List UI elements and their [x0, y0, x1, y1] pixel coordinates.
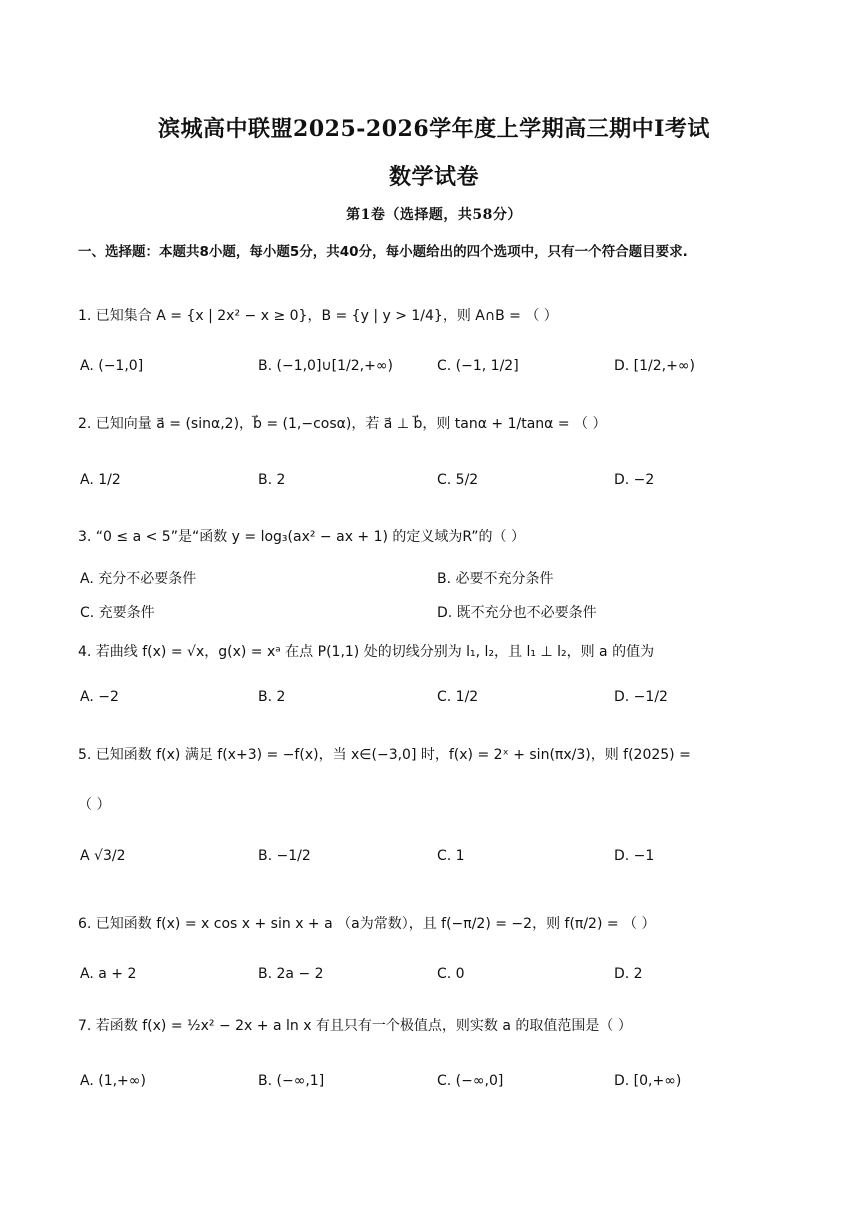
question-5-option-b: B. −1/2: [258, 848, 311, 864]
question-1-option-c: C. (−1, 1/2]: [437, 358, 519, 374]
question-7-option-b: B. (−∞,1]: [258, 1073, 325, 1089]
question-6-option-c: C. 0: [437, 966, 465, 982]
question-4-stem: 4. 若曲线 f(x) = √x，g(x) = xᵃ 在点 P(1,1) 处的切线分别为 l₁, l₂，且 l₁ ⊥ l₂，则 a 的值为: [78, 644, 655, 660]
question-6-stem: 6. 已知函数 f(x) = x cos x + sin x + a （a为常数），且 f(−π/2) = −2，则 f(π/2) = （ ）: [78, 916, 656, 932]
question-5-option-a: A √3/2: [80, 848, 126, 864]
part-heading: 第1卷（选择题，共58分）: [346, 207, 522, 223]
question-4-option-c: C. 1/2: [437, 689, 479, 705]
question-2-option-d: D. −2: [614, 472, 655, 488]
question-5-option-d: D. −1: [614, 848, 655, 864]
question-3-option-b: B. 必要不充分条件: [437, 571, 554, 587]
question-4-option-b: B. 2: [258, 689, 286, 705]
question-1-option-b: B. (−1,0]∪[1/2,+∞): [258, 358, 393, 374]
question-3-option-a: A. 充分不必要条件: [80, 571, 197, 587]
question-2-option-c: C. 5/2: [437, 472, 479, 488]
question-7-option-d: D. [0,+∞): [614, 1073, 682, 1089]
question-5-stem: 5. 已知函数 f(x) 满足 f(x+3) = −f(x)，当 x∈(−3,0] 时，f(x) = 2ˣ + sin(πx/3)，则 f(2025) =: [78, 747, 691, 763]
question-7-option-a: A. (1,+∞): [80, 1073, 146, 1089]
question-1-option-d: D. [1/2,+∞): [614, 358, 695, 374]
question-3-option-c: C. 充要条件: [80, 605, 155, 621]
exam-subtitle: 数学试卷: [388, 164, 479, 190]
question-2-option-b: B. 2: [258, 472, 286, 488]
exam-title: 滨城高中联盟2025-2026学年度上学期高三期中Ⅰ考试: [158, 116, 710, 142]
section-heading: 一、选择题：本题共8小题，每小题5分，共40分，每小题给出的四个选项中，只有一个符合题目要求.: [78, 244, 688, 260]
question-1-stem: 1. 已知集合 A = {x | 2x² − x ≥ 0}，B = {y | y > 1/4}，则 A∩B = （ ）: [78, 308, 558, 324]
question-4-option-a: A. −2: [80, 689, 119, 705]
question-7-option-c: C. (−∞,0]: [437, 1073, 504, 1089]
question-2-option-a: A. 1/2: [80, 472, 121, 488]
question-6-option-a: A. a + 2: [80, 966, 137, 982]
question-6-option-d: D. 2: [614, 966, 643, 982]
question-1-option-a: A. (−1,0]: [80, 358, 144, 374]
question-5-option-c: C. 1: [437, 848, 465, 864]
question-7-stem: 7. 若函数 f(x) = ½x² − 2x + a ln x 有且只有一个极值点，则实数 a 的取值范围是（ ）: [78, 1018, 632, 1034]
question-5-answer-blank: （ ）: [78, 797, 111, 813]
question-3-option-d: D. 既不充分也不必要条件: [437, 605, 597, 621]
question-4-option-d: D. −1/2: [614, 689, 668, 705]
question-3-stem: 3. “0 ≤ a < 5”是“函数 y = log₃(ax² − ax + 1) 的定义域为R”的（ ）: [78, 529, 525, 545]
question-6-option-b: B. 2a − 2: [258, 966, 324, 982]
question-2-stem: 2. 已知向量 a⃗ = (sinα,2)，b⃗ = (1,−cosα)，若 a⃗ ⊥ b⃗，则 tanα + 1/tanα = （ ）: [78, 416, 607, 432]
